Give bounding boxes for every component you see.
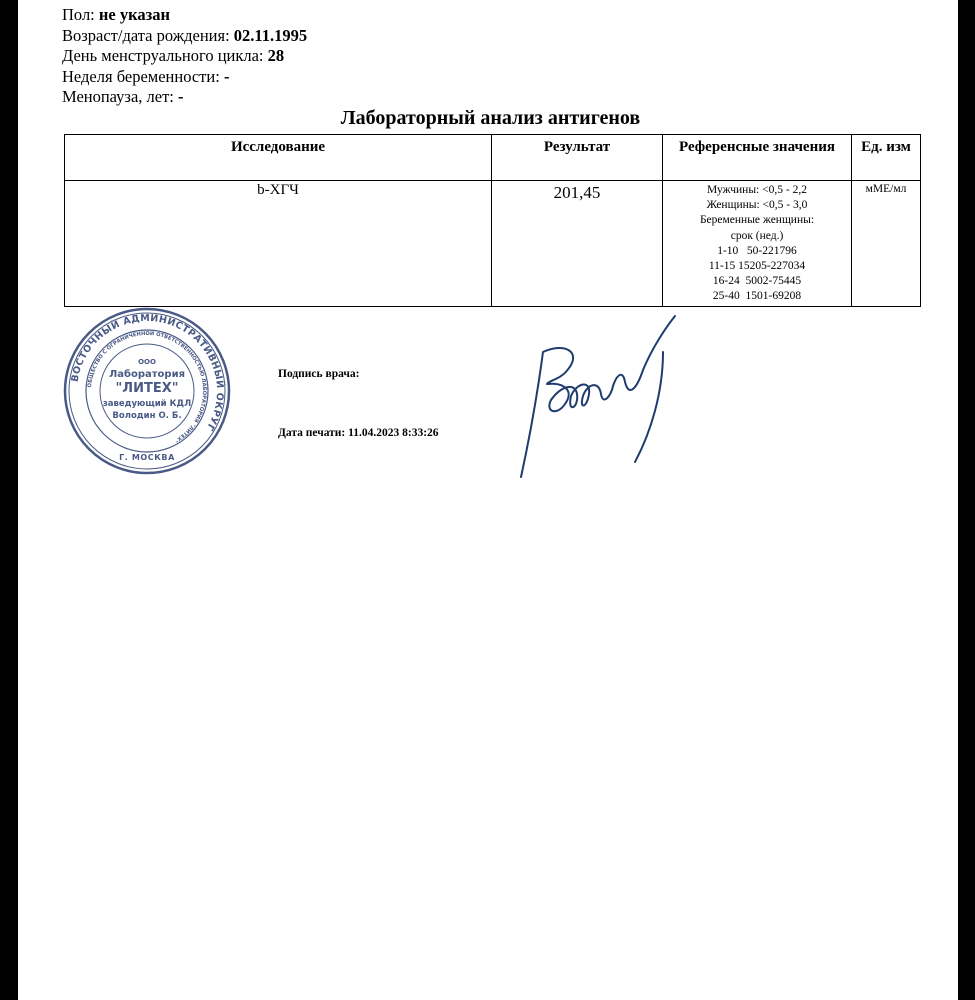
test-unit: мМЕ/мл bbox=[852, 181, 921, 307]
menopause-label: Менопауза, лет: bbox=[62, 87, 174, 106]
sex-label: Пол: bbox=[62, 5, 95, 24]
header-reference: Референсные значения bbox=[663, 135, 852, 181]
print-date-value: 11.04.2023 8:33:26 bbox=[348, 427, 439, 439]
test-name: b-ХГЧ bbox=[65, 181, 492, 307]
cycle-day-row bbox=[62, 46, 307, 67]
reference-line: Женщины: <0,5 - 3,0 bbox=[706, 199, 808, 212]
menopause-row bbox=[62, 87, 307, 108]
reference-values bbox=[663, 181, 852, 307]
report-title: Лабораторный анализ антигенов bbox=[340, 107, 641, 129]
pregnancy-week-row bbox=[62, 67, 307, 88]
stamp-city: Г. МОСКВА bbox=[119, 453, 175, 462]
table-row bbox=[65, 181, 921, 307]
sex-row bbox=[62, 5, 307, 26]
reference-line: 11-15 15205-227034 bbox=[708, 260, 806, 273]
reference-line: Мужчины: <0,5 - 2,2 bbox=[707, 184, 807, 196]
patient-info bbox=[62, 5, 307, 108]
reference-line: срок (нед.) bbox=[730, 229, 784, 242]
stamp-line-4: заведующий КДЛ bbox=[102, 399, 192, 409]
pregnancy-week-label: Неделя беременности: bbox=[62, 66, 220, 86]
dob-row bbox=[62, 26, 307, 47]
stamp-line-2: Лаборатория bbox=[108, 369, 186, 380]
stamp-line-5: Володин О. Б. bbox=[112, 411, 182, 421]
results-table bbox=[64, 134, 921, 307]
dob-value: 02.11.1995 bbox=[233, 25, 308, 45]
reference-line: 1-10 50-221796 bbox=[717, 244, 797, 257]
header-result: Результат bbox=[492, 135, 663, 181]
sex-value: не указан bbox=[98, 5, 171, 24]
lab-stamp bbox=[62, 306, 232, 476]
menopause-value: - bbox=[178, 87, 184, 106]
stamp-outer-text: ВОСТОЧНЫЙ АДМИНИСТРАТИВНЫЙ ОКРУГ bbox=[69, 312, 226, 433]
dob-label: Возраст/дата рождения: bbox=[62, 25, 230, 45]
cycle-day-value: 28 bbox=[267, 46, 285, 65]
reference-line: 16-24 5002-75445 bbox=[712, 275, 802, 288]
test-result: 201,45 bbox=[492, 181, 663, 307]
signature-stroke bbox=[521, 316, 675, 477]
reference-line: 25-40 1501-69208 bbox=[712, 290, 802, 303]
signature-label: Подпись врача: bbox=[278, 368, 360, 380]
reference-line: Беременные женщины: bbox=[699, 214, 815, 227]
cycle-day-label: День менструального цикла: bbox=[62, 46, 264, 65]
table-header-row bbox=[65, 135, 921, 181]
stamp-line-1: ООО bbox=[138, 358, 156, 366]
stamp-line-3: "ЛИТЕХ" bbox=[115, 381, 179, 396]
print-date-label: Дата печати: bbox=[278, 427, 346, 439]
header-unit: Ед. изм bbox=[852, 135, 921, 181]
print-date bbox=[278, 427, 439, 439]
document-page bbox=[18, 0, 958, 1000]
pregnancy-week-value: - bbox=[223, 66, 230, 86]
stamp-inner-text: ОБЩЕСТВО С ОГРАНИЧЕННОЙ ОТВЕТСТВЕННОСТЬЮ ЛАБОРАТОРИЯ "ЛИТЕХ" bbox=[87, 330, 208, 444]
header-test: Исследование bbox=[65, 135, 492, 181]
doctor-signature bbox=[513, 312, 688, 482]
